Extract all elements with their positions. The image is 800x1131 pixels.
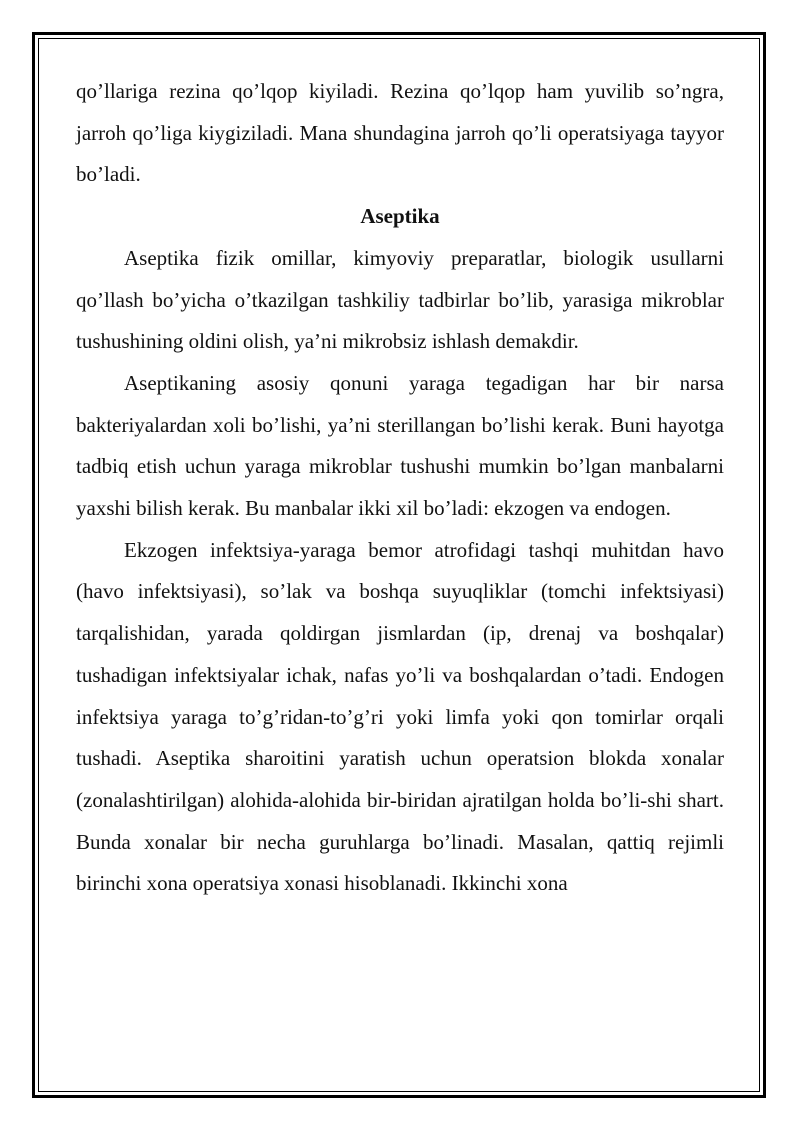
paragraph-infection-sources: Ekzogen infektsiya-yaraga bemor atrofidagi tashqi muhitdan havo (havo infektsiyasi), so’lak va boshqa suyuqliklar (tomchi infektsiyasi) tarqalishidan, yarada qoldirgan jismlardan (ip, drenaj va boshqalar) tushadigan infektsiyalar ichak, nafas yo’li va boshqalardan o’tadi. Endogen infektsiya yaraga to’g’ridan-to’g’ri yoki limfa yoki qon tomirlar orqali tushadi. Aseptika sharoitini yaratish uchun operatsion blokda xonalar (zonalashtirilgan) alohida-alohida bir-biridan ajratilgan holda bo’li-shi shart. Bunda xonalar bir necha guruhlarga bo’linadi. Masalan, qattiq rejimli birinchi xona operatsiya xonasi hisoblanadi. Ikkinchi xona [76,537,724,896]
paragraph-definition: Aseptika fizik omillar, kimyoviy preparatlar, biologik usullarni qo’llash bo’yicha o’tkazilgan tashkiliy tadbirlar bo’lib, yarasiga mikroblar tushushining oldini olish, ya’ni mikrobsiz ishlash demakdir. [76,245,724,354]
paragraph-main-law: Aseptikaning asosiy qonuni yaraga tegadigan har bir narsa bakteriyalardan xoli bo’lishi, ya’ni sterillangan bo’lishi kerak. Buni hayotga tadbiq etish uchun yaraga mikroblar tushushi mumkin bo’lgan manbalarni yaxshi bilish kerak. Bu manbalar ikki xil bo’ladi: ekzogen va endogen. [76,370,724,521]
document-body [76,71,724,905]
paragraph-continuation: qo’llariga rezina qo’lqop kiyiladi. Rezina qo’lqop ham yuvilib so’ngra, jarroh qo’liga kiygiziladi. Mana shundagina jarroh qo’li operatsiyaga tayyor bo’ladi. [76,79,724,187]
section-heading: Aseptika [360,204,440,229]
